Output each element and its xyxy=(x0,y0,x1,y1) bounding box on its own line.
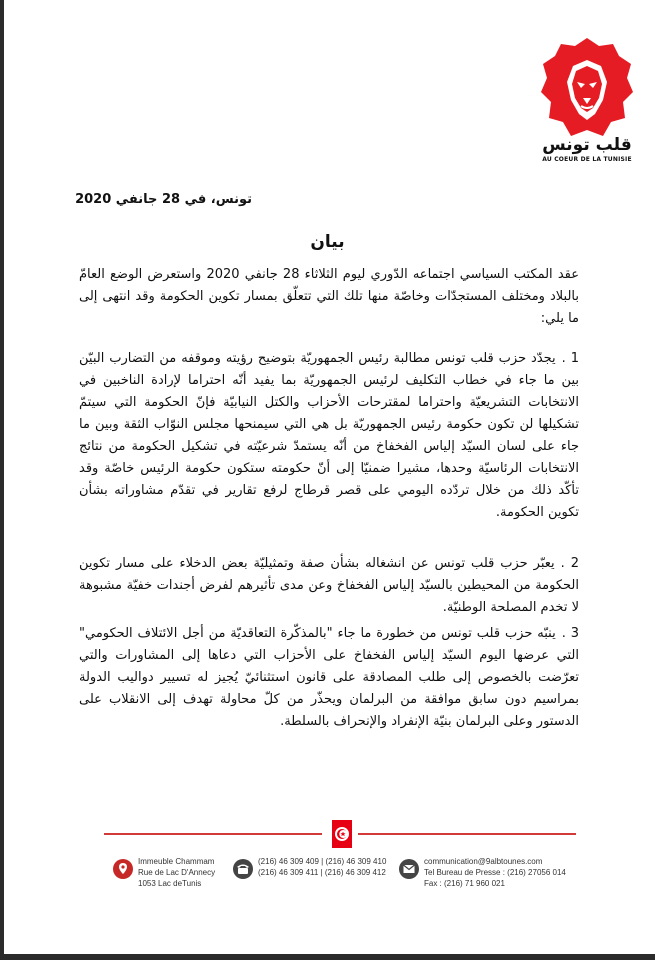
brand-name-arabic: قلب تونس xyxy=(542,135,632,155)
document-title: بيان xyxy=(310,232,345,252)
item-number: 3 . xyxy=(561,626,580,641)
item-number: 2 . xyxy=(560,556,579,571)
fax-number: Fax : (216) 71 960 021 xyxy=(424,879,505,888)
email-address[interactable]: communication@9albtounes.com xyxy=(424,857,543,866)
party-logo xyxy=(536,36,638,163)
lion-head-icon xyxy=(541,36,633,138)
location-pin-icon xyxy=(112,858,134,880)
footer-contact xyxy=(424,856,566,889)
phone-line: (216) 46 309 409 | (216) 46 309 410 xyxy=(258,857,387,866)
address-line: Immeuble Chammam xyxy=(138,857,215,866)
footer-phones xyxy=(258,856,386,878)
statement-item-3 xyxy=(79,623,579,733)
phone-line: (216) 46 309 411 | (216) 46 309 412 xyxy=(258,868,386,877)
item-number: 1 . xyxy=(561,351,580,366)
page-border-bottom xyxy=(0,954,655,960)
item-text: ينبّه حزب قلب تونس من خطورة ما جاء "بالمذكّرة التعاقديّة من أجل الائتلاف الحكومي" التي عرضها اليوم السيّد إلياس الفخفاخ على الأحزاب التي دعاها إلى المشاورات والتي تعرّضت بالخصوص إلى طلب المصادقة على قانون استثنائيّ يُجيز له تسيير دواليب الدولة بمراسيم دون سابق موافقة من البرلمان ويحذّر من كلّ محاولة تهدف إلى الانقلاب على الدستور وعلى البرلمان بنيّة الإنفراد والإنحراف بالسلطة. xyxy=(79,626,579,729)
statement-item-1 xyxy=(79,348,579,524)
footer-divider-left xyxy=(104,833,322,835)
address-line: Rue de Lac D'Annecy xyxy=(138,868,216,877)
item-text: يجدّد حزب قلب تونس مطالبة رئيس الجمهوريّة بتوضيح رؤيته وموقفه من التضارب البيّن بين ما جاء في خطاب التكليف لرئيس الجمهوريّة بما يفيد أنّه احتراما لإرادة الناخبين في الانتخابات التشريعيّة واحتراما لمقترحات الأحزاب والكتل النيابيّة فإنّ الحكومة التي سيتمّ تشكيلها لن تكون حكومة رئيس الجمهوريّة بل هي التي سيمنحها مجلس النوّاب الثقة وبين ما جاء على لسان السيّد إلياس الفخفاخ من أنّه يستمدّ شرعيّته في تشكيل الحكومة من نتائج الانتخابات الرئاسيّة وحدها، مشيرا ضمنيّا إلى أنّ حكومته ستكون حكومة الرئيس خاصّة وقد تأكّد ذلك من خلال تردّده اليومي على قصر قرطاج لرفع تقارير في تقدّم مشاوراته بشأن تكوين الحكومة. xyxy=(79,351,579,520)
page-border-left xyxy=(0,0,4,960)
item-text: يعبّر حزب قلب تونس عن انشغاله بشأن صفة وتمثيليّة بعض الدخلاء على مسار تكوين الحكومة من المحيطين بالسيّد إلياس الفخفاخ وعن مدى تأثيرهم لفرض أجندات خفيّة مشبوهة لا تخدم المصلحة الوطنيّة. xyxy=(79,556,579,615)
address-line: 1053 Lac deTunis xyxy=(138,879,202,888)
footer-divider-right xyxy=(358,833,576,835)
tunisia-flag-icon xyxy=(332,820,352,848)
intro-paragraph: عقد المكتب السياسي اجتماعه الدّوري ليوم الثلاثاء 28 جانفي 2020 واستعرض الوضع العامّ بالبلاد ومختلف المستجدّات وخاصّة منها تلك التي تتعلّق بمسار تكوين الحكومة وقد انتهى إلى ما يلي: xyxy=(79,267,579,326)
brand-slogan: AU COEUR DE LA TUNISIE xyxy=(542,156,632,163)
email-icon xyxy=(398,858,420,880)
press-phone: Tel Bureau de Presse : (216) 27056 014 xyxy=(424,868,566,877)
telephone-icon xyxy=(232,858,254,880)
document-date: تونس، في 28 جانفي 2020 xyxy=(75,192,252,207)
footer-address xyxy=(138,856,215,889)
statement-item-2 xyxy=(79,553,579,619)
